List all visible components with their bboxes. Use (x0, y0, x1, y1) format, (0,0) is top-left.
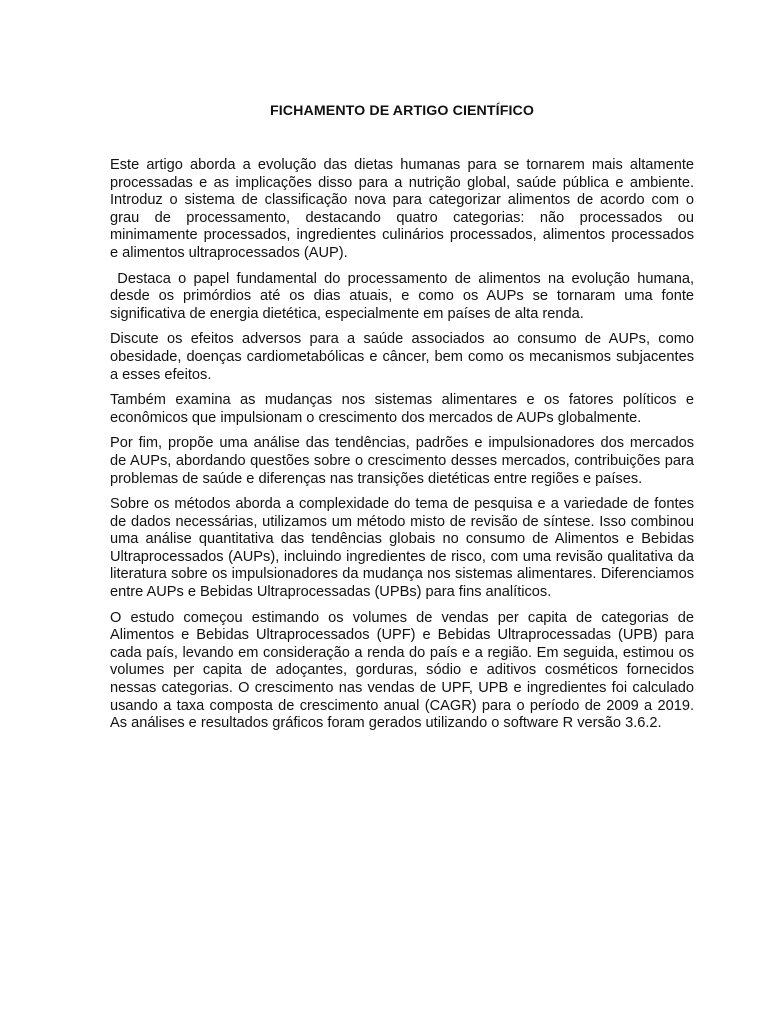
paragraph-food-systems: Também examina as mudanças nos sistemas alimentares e os fatores políticos e econômicos que impulsionam o crescimento dos mercados de AUPs globalmente. (110, 392, 694, 426)
paragraph-evolution: Destaca o papel fundamental do processamento de alimentos na evolução humana, desde os primórdios até os dias atuais, e como os AUPs se tornaram uma fonte significativa de energia dietética, especialmente em países de alta renda. (110, 270, 699, 322)
paragraph-intro: Este artigo aborda a evolução das dietas humanas para se tornarem mais altamente processadas e as implicações disso para a nutrição global, saúde pública e ambiente. Introduz o sistema de classificação nova para categorizar alimentos de acordo com o grau de processamento, destacando quatro categorias: não processados ou minimamente processados, ingredientes culinários processados, alimentos processados e alimentos ultraprocessados (AUP). (110, 157, 694, 261)
paragraph-health-effects: Discute os efeitos adversos para a saúde associados ao consumo de AUPs, como obesidade, doenças cardiometabólicas e câncer, bem como os mecanismos subjacentes a esses efeitos. (110, 331, 694, 383)
document-title: FICHAMENTO DE ARTIGO CIENTÍFICO (270, 103, 534, 119)
paragraph-study-results: O estudo começou estimando os volumes de vendas per capita de categorias de Alimentos e Bebidas Ultraprocessados (UPF) e Bebidas Ultraprocessadas (UPB) para cada país, levando em consideração a renda do país e a região. Em seguida, estimou os volumes per capita de adoçantes, gorduras, sódio e aditivos cosméticos fornecidos nessas categorias. O crescimento nas vendas de UPF, UPB e ingredientes foi calculado usando a taxa composta de crescimento anual (CAGR) para o período de 2009 a 2019. As análises e resultados gráficos foram gerados utilizando o software R versão 3.6.2. (110, 609, 694, 732)
paragraph-methods: Sobre os métodos aborda a complexidade do tema de pesquisa e a variedade de fontes de dados necessárias, utilizamos um método misto de revisão de síntese. Isso combinou uma análise quantitativa das tendências globais no consumo de Alimentos e Bebidas Ultraprocessados (AUPs), incluindo ingredientes de risco, com uma revisão qualitativa da literatura sobre os impulsionadores da mudança nos sistemas alimentares. Diferenciamos entre AUPs e Bebidas Ultraprocessadas (UPBs) para fins analíticos. (110, 496, 694, 601)
paragraph-market-analysis: Por fim, propõe uma análise das tendências, padrões e impulsionadores dos mercados de AUPs, abordando questões sobre o crescimento desses mercados, contribuições para problemas de saúde e diferenças nas transições dietéticas entre regiões e países. (110, 435, 694, 487)
